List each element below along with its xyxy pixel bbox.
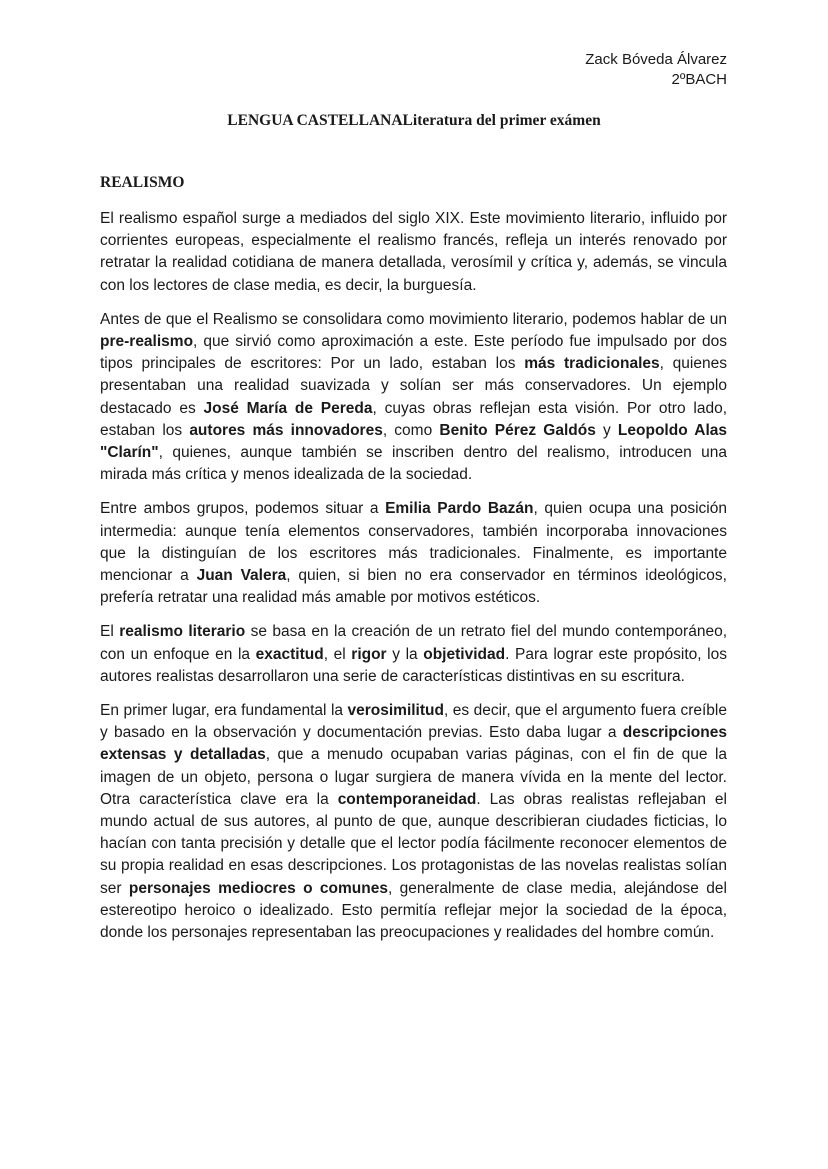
text-run: Entre ambos grupos, podemos situar a	[100, 500, 386, 518]
bold-term: pre-realismo	[100, 333, 194, 351]
text-run: se basa en la creación de un retrato fiel del mundo contemporáneo, con un enfoque en la	[100, 623, 727, 663]
text-run: Antes de que el Realismo se consolidara como movimiento literario, podemos hablar de un	[100, 310, 727, 328]
paragraph-5	[100, 700, 727, 944]
bold-term: rigor	[351, 645, 387, 663]
paragraph-2	[100, 309, 727, 487]
section-heading: REALISMO	[100, 174, 185, 191]
bold-term: Benito Pérez Galdós	[439, 421, 596, 439]
text-run: , quienes, aunque también se inscriben dentro del realismo, introducen una mirada más crítica y menos idealizada de la sociedad.	[100, 444, 727, 484]
bold-term: objetividad	[423, 645, 506, 663]
text-run: El realismo español surge a mediados del siglo XIX. Este movimiento literario, influido por corrientes europeas, especialmente el realismo francés, refleja un interés renovado por retratar la realidad cotidiana de manera detallada, verosímil y crítica y, además, se vincula con los lectores de clase media, es decir, la burguesía.	[100, 210, 727, 294]
text-run: . Las obras realistas reflejaban el mundo actual de sus autores, al punto de que, aunque describieran ciudades ficticias, lo hacían con tanta precisión y detalle que el lector podía fácilmente reconocer elementos de su propia realidad en esas descripciones. Los protagonistas de las novelas realistas solían ser	[100, 790, 727, 897]
bold-term: más tradicionales	[524, 355, 660, 373]
document-body	[100, 208, 727, 956]
bold-term: descripciones extensas y detalladas	[100, 724, 727, 764]
author-name: Zack Bóveda Álvarez	[585, 51, 727, 68]
bold-term: autores más innovadores	[189, 421, 383, 439]
document-title: LENGUA CASTELLANALiteratura del primer exámen	[227, 112, 601, 129]
text-run: , cuyas obras reflejan esta visión. Por otro lado, estaban los	[100, 399, 727, 439]
author-class: 2ºBACH	[671, 71, 727, 88]
text-run: , es decir, que el argumento fuera creíble y basado en la observación y documentación previas. Esto daba lugar a	[100, 702, 727, 742]
text-run: y	[595, 421, 618, 439]
text-run: , generalmente de clase media, alejándose del estereotipo heroico o idealizado. Esto permitía reflejar mejor la sociedad de la época, donde los personajes representaban las preocupaciones y realidades del hombre común.	[100, 879, 727, 942]
text-run: , como	[382, 421, 440, 439]
bold-term: realismo literario	[119, 623, 246, 641]
text-run: , quienes presentaban una realidad suavizada y solían ser más conservadores. Un ejemplo destacado es	[100, 355, 727, 417]
text-run: , el	[323, 645, 352, 663]
bold-term: contemporaneidad	[337, 790, 477, 808]
text-run: , que a menudo ocupaban varias páginas, con el fin de que la imagen de un objeto, persona o lugar surgiera de manera vívida en la mente del lector. Otra característica clave era la	[100, 746, 728, 808]
text-run: , quien ocupa una posición intermedia: aunque tenía elementos conservadores, también incorporaba innovaciones que la distinguían de los escritores más tradicionales. Finalmente, es importante mencionar a	[100, 500, 727, 585]
text-run: . Para lograr este propósito, los autores realistas desarrollaron una serie de características distintivas en su escritura.	[100, 645, 727, 685]
bold-term: personajes mediocres o comunes	[128, 879, 388, 897]
text-run: , quien, si bien no era conservador en términos ideológicos, prefería retratar una realidad más amable por motivos estéticos.	[100, 567, 727, 607]
text-run: y la	[386, 645, 424, 663]
text-run: El	[100, 623, 120, 641]
paragraph-1	[100, 208, 727, 297]
bold-term: Emilia Pardo Bazán	[385, 500, 534, 518]
bold-term: Juan Valera	[196, 567, 287, 585]
bold-term: Leopoldo Alas "Clarín"	[100, 421, 727, 462]
bold-term: verosimilitud	[347, 702, 444, 720]
bold-term: José María de Pereda	[203, 399, 373, 417]
text-run: , que sirvió como aproximación a este. Este período fue impulsado por dos tipos principales de escritores: Por un lado, estaban los	[100, 333, 727, 373]
bold-term: exactitud	[255, 645, 324, 663]
text-run: En primer lugar, era fundamental la	[100, 702, 348, 720]
paragraph-4	[100, 621, 727, 688]
paragraph-3	[100, 498, 727, 609]
author-block	[585, 50, 727, 90]
